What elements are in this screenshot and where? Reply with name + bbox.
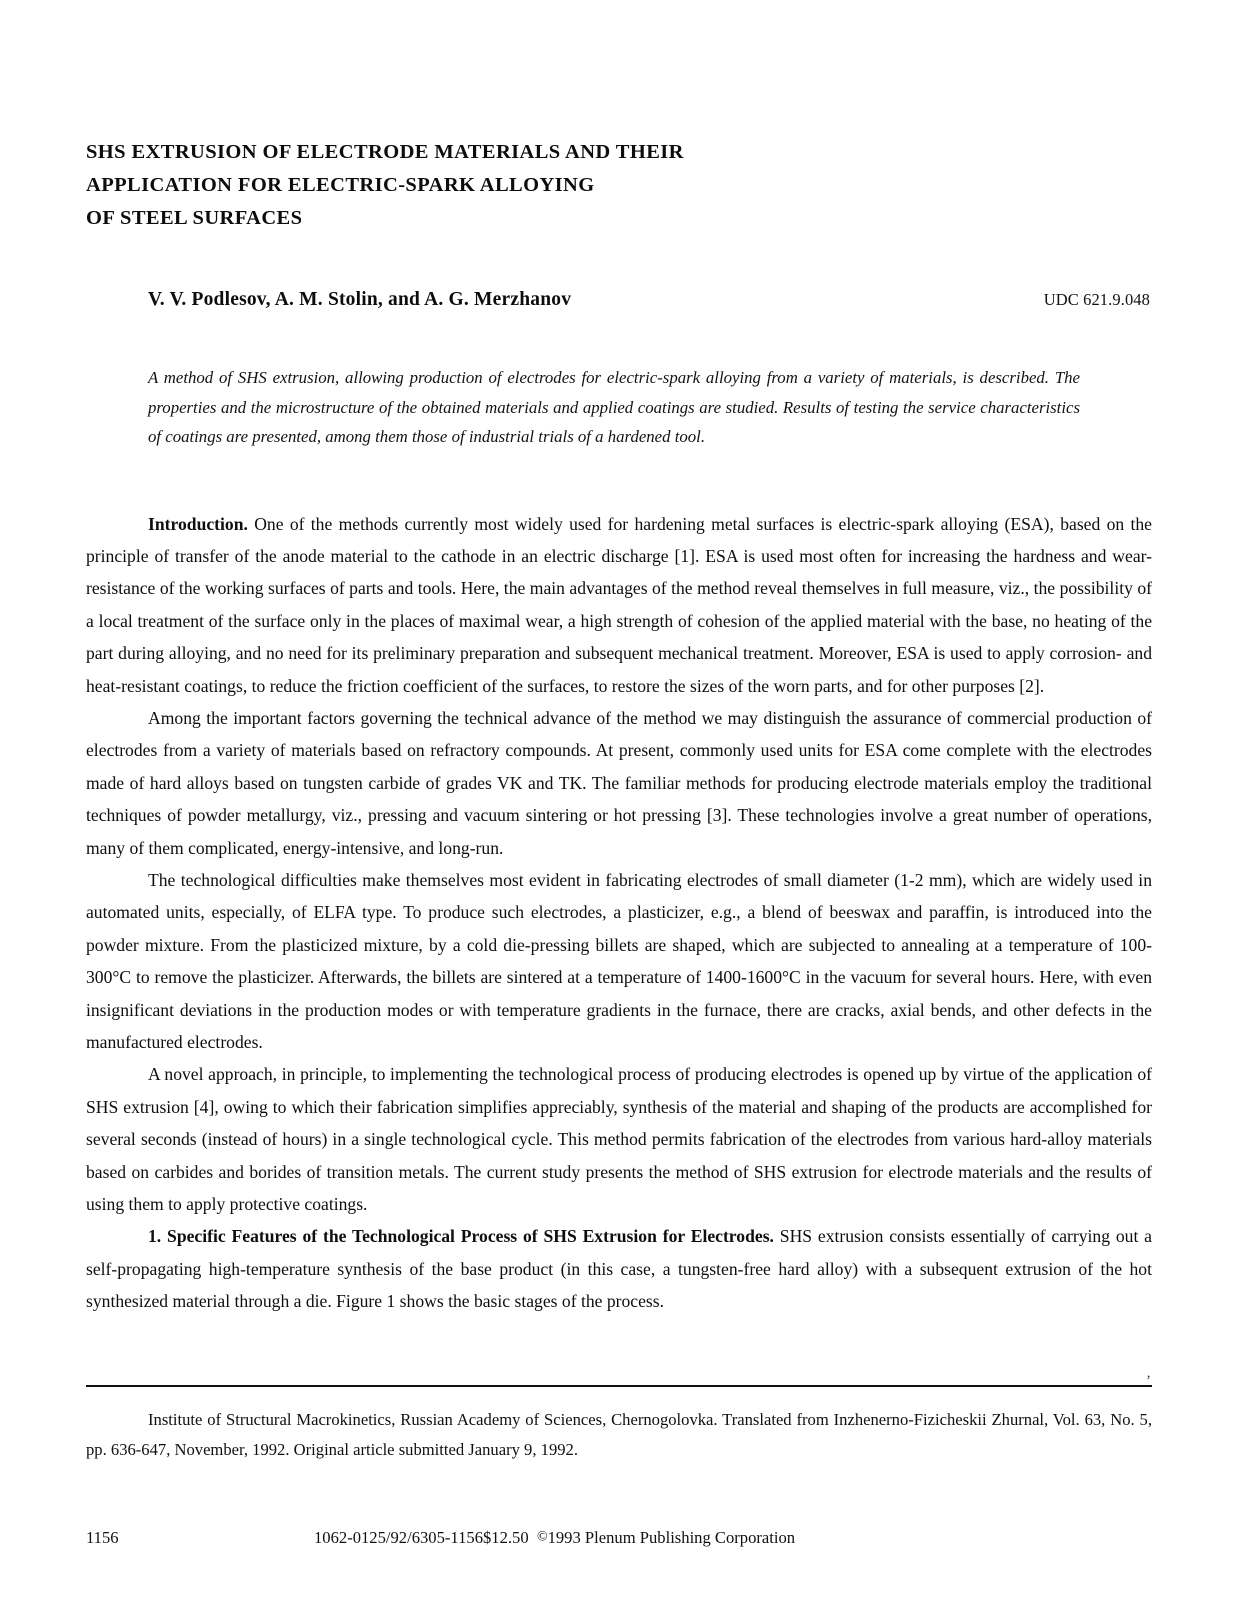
paragraph-body: A novel approach, in principle, to implementing the technological process of producing electrodes is opened up by virtue of the application of SHS extrusion [4], owing to which their fabrication simplifies appreciably, synthesis of the material and shaping of the products are accomplished for several seconds (instead of hours) in a single technological cycle. This method permits fabrication of the electrodes from various hard-alloy materials based on carbides and borides of transition metals. The current study presents the method of SHS extrusion for electrode materials and the results of using them to apply protective coatings. xyxy=(86,1064,1152,1215)
paragraph-body: SHS extrusion consists essentially of carrying out a self-propagating high-temperature synthesis of the base product (in this case, a tungsten-free hard alloy) with a subsequent extrusion of the hot synthesized material through a die. Figure 1 shows the basic stages of the process. xyxy=(86,1226,1152,1312)
footnote-section xyxy=(86,1373,1152,1465)
page-number: 1156 xyxy=(86,1528,119,1547)
paragraph-body: Among the important factors governing the technical advance of the method we may distinguish the assurance of commercial production of electrodes from a variety of materials based on refractory compounds. At present, commonly used units for ESA come complete with the electrodes made of hard alloys based on tungsten carbide of grades VK and TK. The familiar methods for producing electrode materials employ the traditional techniques of powder metallurgy, viz., pressing and vacuum sintering or hot pressing [3]. These technologies involve a great number of operations, many of them complicated, energy-intensive, and long-run. xyxy=(86,707,1152,858)
paragraph-novel-approach xyxy=(86,1058,1152,1220)
page-content xyxy=(86,0,1152,1318)
scan-artifact-mark: ’ xyxy=(1145,1373,1150,1389)
paragraph-body: The technological difficulties make themselves most evident in fabricating electrodes of small diameter (1-2 mm), which are widely used in automated units, especially, of ELFA type. To produce such electrodes, a plasticizer, e.g., a blend of beeswax and paraffin, is introduced into the powder mixture. From the plasticized mixture, by a cold die-pressing billets are shaped, which are subjected to annealing at a temperature of 100-300°C to remove the plasticizer. Afterwards, the billets are sintered at a temperature of 1400-1600°C in the vacuum for several hours. Here, with even insignificant deviations in the production modes or with temperature gradients in the furnace, there are cracks, axial bends, and other defects in the manufactured electrodes. xyxy=(86,869,1152,1052)
udc-code: UDC 621.9.048 xyxy=(1043,290,1150,309)
title-line-3: OF STEEL SURFACES xyxy=(86,207,303,229)
runin-heading-introduction: Introduction. xyxy=(148,513,248,534)
paragraph-body: One of the methods currently most widely used for hardening metal surfaces is electric-spark alloying (ESA), based on the principle of transfer of the anode material to the cathode in an electric discharge [1]. ESA is used most often for increasing the hardness and wear-resistance of the working surfaces of parts and tools. Here, the main advantages of the method reveal themselves in full measure, viz., the possibility of a local treatment of the surface only in the places of maximal wear, a high strength of cohesion of the applied material with the base, no heating of the part during alloying, and no need for its preliminary preparation and subsequent mechanical treatment. Moreover, ESA is used to apply corrosion- and heat-resistant coatings, to reduce the friction coefficient of the surfaces, to restore the sizes of the worn parts, and for other purposes [2]. xyxy=(86,513,1152,696)
issn-code: 1062-0125/92/6305-1156$12.50 xyxy=(314,1528,529,1547)
copyright-text: 1993 Plenum Publishing Corporation xyxy=(547,1528,796,1547)
runin-heading-section-1: 1. Specific Features of the Technological Process of SHS Extrusion for Electrodes. xyxy=(148,1226,774,1247)
author-udc-row xyxy=(86,289,1152,311)
copyright-icon: © xyxy=(536,1529,548,1545)
abstract: A method of SHS extrusion, allowing production of electrodes for electric-spark alloying from a variety of materials, is described. The properties and the microstructure of the obtained materials and applied coatings are studied. Results of testing the service characteristics of coatings are presented, among them those of industrial trials of a hardened tool. xyxy=(148,368,1080,446)
title-line-1: SHS EXTRUSION OF ELECTRODE MATERIALS AND THEIR xyxy=(86,141,684,163)
paragraph-technological-difficulties xyxy=(86,864,1152,1058)
body-text xyxy=(86,508,1152,1318)
footnote-rule xyxy=(86,1373,1152,1389)
paragraph-commercial-production xyxy=(86,702,1152,864)
paragraph-section-1 xyxy=(86,1220,1152,1317)
footnote-text: Institute of Structural Macrokinetics, Russian Academy of Sciences, Chernogolovka. Translated from Inzhenerno-Fizicheskii Zhurnal, Vol. 63, No. 5, pp. 636-647, November, 1992. Original article submitted January 9, 1992. xyxy=(86,1410,1152,1459)
imprint-line xyxy=(314,1528,795,1548)
title-line-2: APPLICATION FOR ELECTRIC-SPARK ALLOYING xyxy=(86,174,595,196)
article-title xyxy=(86,0,1152,235)
author-list: V. V. Podlesov, A. M. Stolin, and A. G. Merzhanov xyxy=(148,289,572,310)
paragraph-introduction xyxy=(86,508,1152,702)
